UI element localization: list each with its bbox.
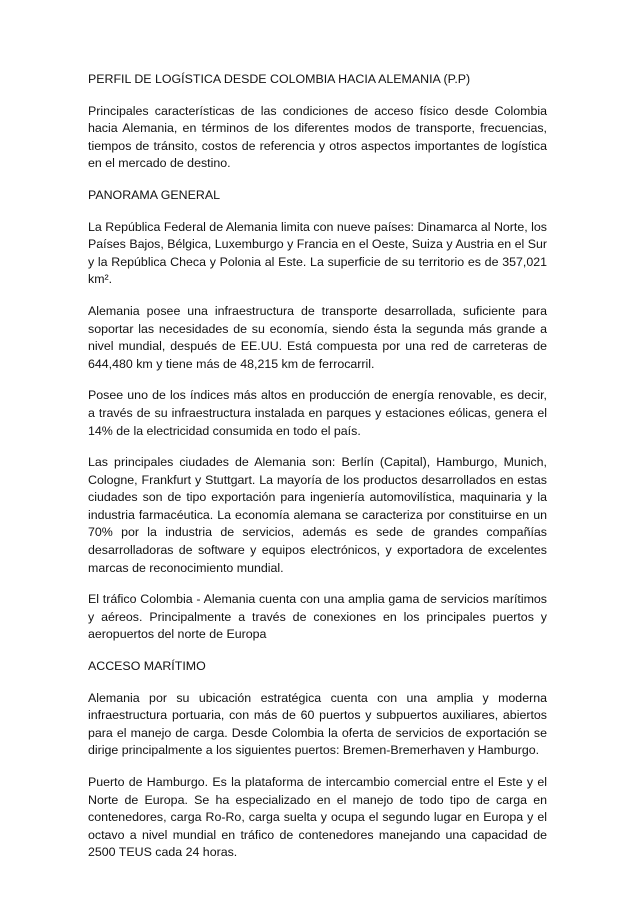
paragraph-ports: Alemania por su ubicación estratégica cuenta con una amplia y moderna infraestructura portuaria, con más de 60 puertos y subpuertos auxiliares, abiertos para el manejo de carga. Desde Colombia la oferta de servicios de exportación se dirige principalmente a los siguientes puertos: Bremen-Bremerhaven y Hamburgo. [88,690,547,758]
paragraph-hamburg: Puerto de Hamburgo. Es la plataforma de intercambio comercial entre el Este y el Norte de Europa. Se ha especializado en el manejo de todo tipo de carga en contenedores, carga Ro-Ro, carga suelta y ocupa el segundo lugar en Europa y el octavo a nivel mundial en tráfico de contenedores manejando una capacidad de 2500 TEUS cada 24 horas. [88,775,547,860]
paragraph-energy: Posee uno de los índices más altos en producción de energía renovable, es decir, a través de su infraestructura instalada en parques y estaciones eólicas, genera el 14% de la electricidad consumida en todo el país. [88,388,547,438]
document-page [88,71,547,876]
document-title: PERFIL DE LOGÍSTICA DESDE COLOMBIA HACIA ALEMANIA (P.P) [88,72,471,86]
section-heading-panorama: PANORAMA GENERAL [88,187,220,202]
paragraph-traffic: El tráfico Colombia - Alemania cuenta con una amplia gama de servicios marítimos y aéreos. Principalmente a través de conexiones en los principales puertos y aeropuertos del norte de Europa [88,592,547,642]
intro-paragraph: Principales características de las condiciones de acceso físico desde Colombia hacia Alemania, en términos de los diferentes modos de transporte, frecuencias, tiempos de tránsito, costos de referencia y otros aspectos importantes de logística en el mercado de destino. [88,103,547,171]
paragraph-infrastructure: Alemania posee una infraestructura de transporte desarrollada, suficiente para soportar las necesidades de su economía, siendo ésta la segunda más grande a nivel mundial, después de EE.UU. Está compuesta por una red de carreteras de 644,480 km y tiene más de 48,215 km de ferrocarril. [88,303,547,371]
paragraph-borders: La República Federal de Alemania limita con nueve países: Dinamarca al Norte, los Países Bajos, Bélgica, Luxemburgo y Francia en el Oeste, Suiza y Austria en el Sur y la República Checa y Polonia al Este. La superficie de su territorio es de 357,021 km². [88,219,547,287]
paragraph-cities: Las principales ciudades de Alemania son: Berlín (Capital), Hamburgo, Munich, Cologne, Frankfurt y Stuttgart. La mayoría de los productos desarrollados en estas ciudades son de tipo exportación para ingeniería automovilística, maquinaria y la industria farmacéutica. La economía alemana se caracteriza por constituirse en un 70% por la industria de servicios, además es sede de grandes compañías desarrolladoras de software y equipos electrónicos, y exportadora de excelentes marcas de reconocimiento mundial. [88,455,547,575]
section-heading-maritimo: ACCESO MARÍTIMO [88,659,206,674]
